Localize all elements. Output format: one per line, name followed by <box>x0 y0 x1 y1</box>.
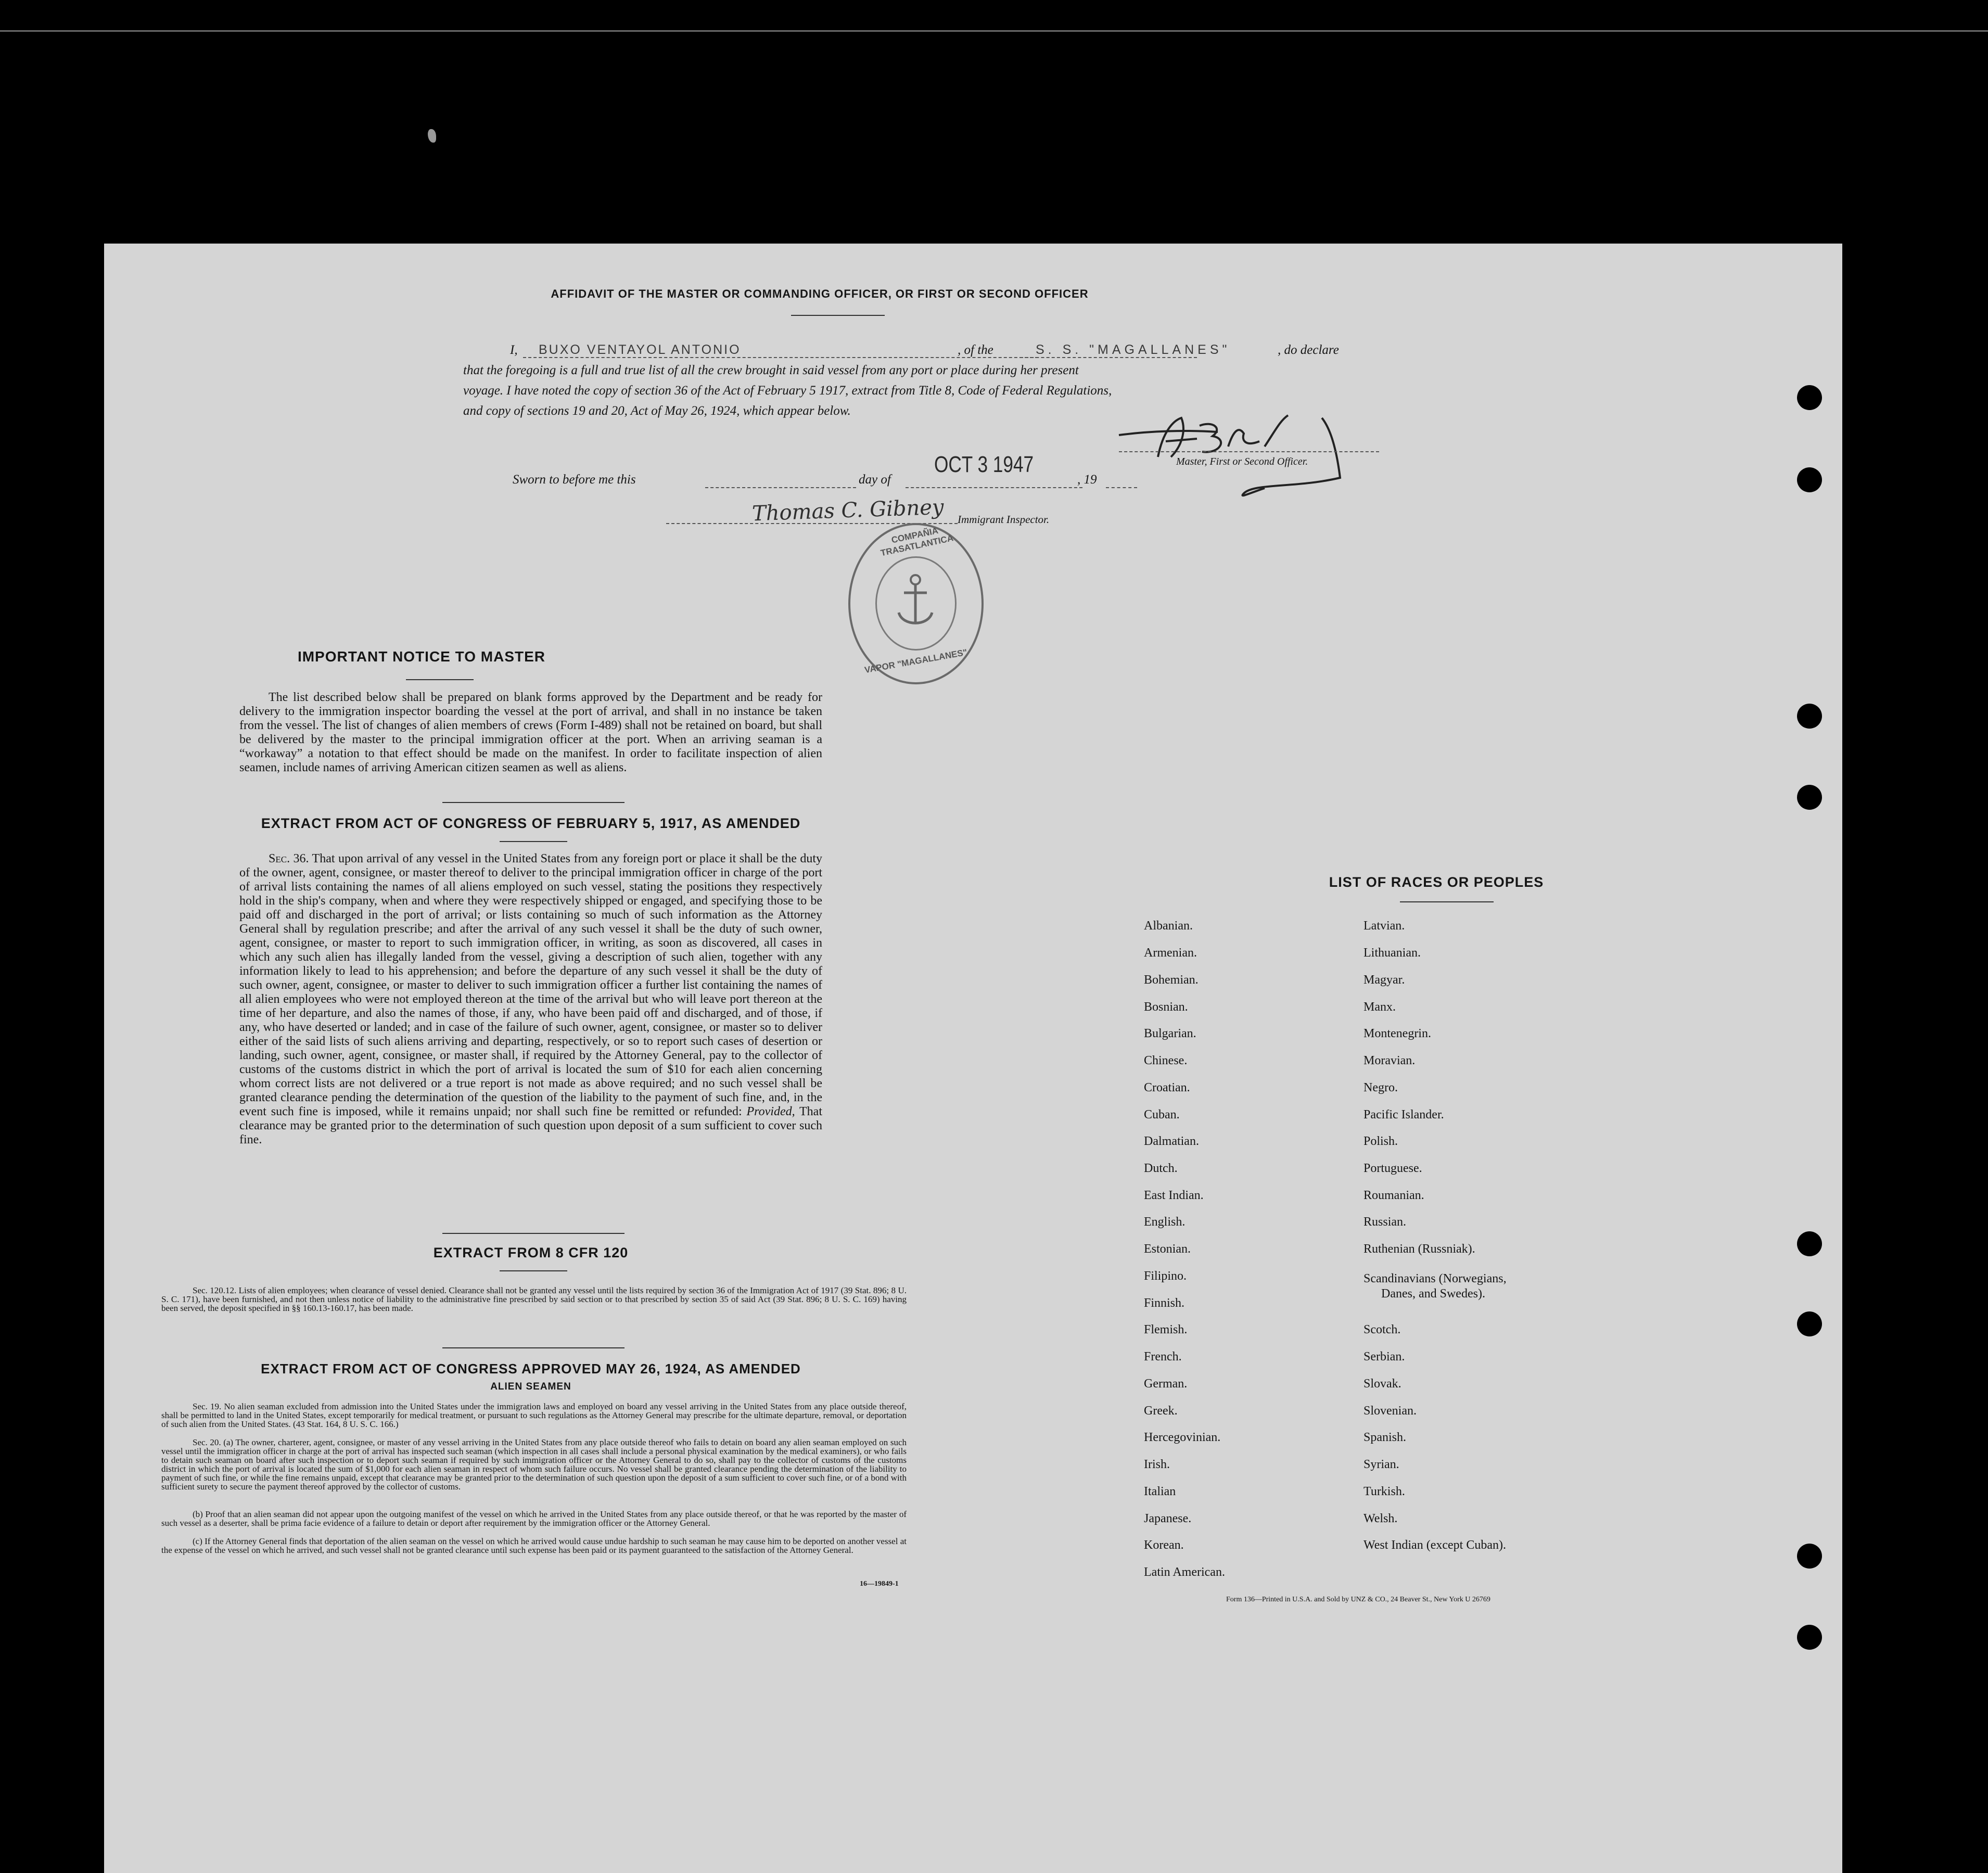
affidavit-i-label: I, <box>510 343 518 357</box>
extract-1924-title: EXTRACT FROM ACT OF CONGRESS APPROVED MAY 26, 1924, AS AMENDED <box>261 1361 801 1377</box>
notice-body: The list described below shall be prepared on blank forms approved by the Department and be ready for delivery to the immigration inspector boarding the vessel at the port of arrival, and shall in no instance be taken from the vessel. The list of changes of alien members of crews (Form I-489) shall not be retained on board, but shall be delivered by the master to the principal immigration officer at the port. When an arriving seaman is a “workaway” a notation to that effect should be made on the manifest. In order to facilitate inspection of alien seamen, include names of arriving American citizen seamen as well as aliens. <box>239 691 822 774</box>
race-right: Montenegrin. <box>1363 1027 1431 1040</box>
race-left: Filipino. <box>1144 1269 1187 1283</box>
race-right: Negro. <box>1363 1081 1398 1094</box>
divider <box>500 841 567 842</box>
divider <box>1400 901 1494 902</box>
race-right: Lithuanian. <box>1363 946 1421 960</box>
race-left: Korean. <box>1144 1538 1184 1552</box>
scan-top-edge-line <box>0 30 1988 32</box>
inspector-signature: Thomas C. Gibney <box>751 495 945 526</box>
divider <box>442 1233 625 1234</box>
race-right: Roumanian. <box>1363 1189 1424 1202</box>
race-right: Magyar. <box>1363 973 1405 987</box>
race-left: East Indian. <box>1144 1189 1204 1202</box>
sec-20a-text: Sec. 20. (a) The owner, charterer, agent, consignee, or master of any vessel arriving in the United States from any place outside thereof who fails to detain on board any alien seaman employed on such vessel until the immigration officer in charge at the port of arrival has inspected such seaman (which inspection in all cases shall include a personal physical examination by the medical examiners), or who fails to detain such seaman on board after such inspection or to deport such seaman if required by such immigration officer or the Attorney General to do so, shall pay to the collector of customs of the customs district in which the port of arrival is located the sum of $1,000 for each alien seaman in respect of whom such failure occurs. No vessel shall be granted clearance pending the determination of the liability to payment of such fine, or while the fine remains unpaid, except that clearance may be granted prior to the determination of such question upon the deposit of a sum sufficient to cover such fine, or of a bond with sufficient surety to secure the payment thereof approved by the collector of customs. <box>161 1437 907 1492</box>
form-code: 16—19849-1 <box>860 1580 899 1588</box>
race-right: Manx. <box>1363 1000 1396 1014</box>
race-right: Danes, and Swedes). <box>1381 1287 1485 1301</box>
race-right: Scotch. <box>1363 1323 1401 1336</box>
company-seal <box>848 523 984 684</box>
race-left: Japanese. <box>1144 1512 1192 1525</box>
race-left: Italian <box>1144 1485 1176 1498</box>
extract-1917-body <box>239 852 822 1147</box>
affidavit-line-4: and copy of sections 19 and 20, Act of May 26, 1924, which appear below. <box>463 404 851 418</box>
date-stamp: OCT 3 1947 <box>934 452 1034 477</box>
race-right: Latvian. <box>1363 919 1405 933</box>
divider <box>406 679 474 680</box>
inspector-caption: Immigrant Inspector. <box>958 513 1050 526</box>
race-left: Croatian. <box>1144 1081 1190 1094</box>
race-right: Welsh. <box>1363 1512 1398 1525</box>
punch-hole <box>1797 704 1822 729</box>
race-right: Polish. <box>1363 1135 1398 1148</box>
race-left: Latin American. <box>1144 1565 1225 1579</box>
master-name: BUXO VENTAYOL ANTONIO <box>539 342 741 357</box>
race-left: Chinese. <box>1144 1054 1188 1067</box>
cfr-title: EXTRACT FROM 8 CFR 120 <box>433 1245 629 1260</box>
race-right: West Indian (except Cuban). <box>1363 1538 1506 1552</box>
race-right: Syrian. <box>1363 1458 1399 1471</box>
race-right: Spanish. <box>1363 1431 1407 1444</box>
race-left: Dalmatian. <box>1144 1135 1199 1148</box>
punch-hole <box>1797 1231 1822 1256</box>
race-left: Bosnian. <box>1144 1000 1188 1014</box>
races-title: LIST OF RACES OR PEOPLES <box>1329 874 1544 890</box>
divider <box>500 1270 567 1271</box>
sworn-month-blank <box>906 487 1082 488</box>
race-left: Bohemian. <box>1144 973 1199 987</box>
race-right: Slovak. <box>1363 1377 1401 1391</box>
race-left: French. <box>1144 1350 1182 1364</box>
of-the-label: , of the <box>958 343 993 357</box>
race-right: Moravian. <box>1363 1054 1416 1067</box>
race-right: Russian. <box>1363 1215 1407 1229</box>
race-left: Hercegovinian. <box>1144 1431 1221 1444</box>
cfr-body: Sec. 120.12. Lists of alien employees; when clearance of vessel denied. Clearance shall not be granted any vessel until the lists required by section 36 of the Immigration Act of 1917 (39 Stat. 896; 8 U. S. C. 171), have been furnished, and not then unless notice of liability to the administrative fine prescribed by said section or to that prescribed by section 35 of said Act (39 Stat. 896; 8 U. S. C. 169) having been served, the deposit specified in §§ 160.13-160.17, has been made. <box>161 1285 907 1313</box>
race-right: Slovenian. <box>1363 1404 1417 1418</box>
seal-bottom-text: VAPOR "MAGALLANES" <box>863 647 968 676</box>
section-36-end: That clearance may be granted prior to the determination of such question upon deposit of a sum sufficient to cover such fine. <box>239 1105 822 1146</box>
race-left: Greek. <box>1144 1404 1178 1418</box>
document-page <box>104 244 1842 1873</box>
notice-title: IMPORTANT NOTICE TO MASTER <box>297 648 546 665</box>
seal-top-text: COMPAÑIA TRASATLANTICA <box>880 525 954 558</box>
race-left: Irish. <box>1144 1458 1170 1471</box>
punch-hole <box>1797 1544 1822 1569</box>
signature-caption: Master, First or Second Officer. <box>1176 456 1308 467</box>
punch-hole <box>1797 385 1822 410</box>
year-blank <box>1106 487 1137 488</box>
race-right: Scandinavians (Norwegians, <box>1363 1272 1507 1285</box>
divider <box>442 802 625 803</box>
race-right: Serbian. <box>1363 1350 1405 1364</box>
divider <box>791 315 885 316</box>
punch-hole <box>1797 1311 1822 1336</box>
section-36-label: Sec. 36. <box>269 852 309 865</box>
extract-1917-title: EXTRACT FROM ACT OF CONGRESS OF FEBRUARY 5, 1917, AS AMENDED <box>261 816 801 831</box>
race-left: Flemish. <box>1144 1323 1188 1336</box>
race-left: Albanian. <box>1144 919 1193 933</box>
affidavit-title: AFFIDAVIT OF THE MASTER OR COMMANDING OFFICER, OR FIRST OR SECOND OFFICER <box>551 287 1089 300</box>
affidavit-line-2: that the foregoing is a full and true list of all the crew brought in said vessel from any port or place during her present <box>463 363 1079 377</box>
punch-hole <box>1797 467 1822 492</box>
year-prefix: , 19 <box>1077 473 1097 487</box>
sec-20c-text: (c) If the Attorney General finds that deportation of the alien seaman on the vessel on which he arrived would cause undue hardship to such seaman he may cause him to be deported on another vessel at the expense of the vessel on which he arrived, and such vessel shall not be granted clearance until such expense has been paid or its payment guaranteed to the satisfaction of the Attorney General. <box>161 1536 907 1555</box>
punch-hole <box>1797 785 1822 810</box>
race-left: German. <box>1144 1377 1188 1391</box>
race-right: Ruthenian (Russniak). <box>1363 1242 1475 1256</box>
anchor-icon <box>895 572 936 634</box>
sworn-label: Sworn to before me this <box>513 473 636 487</box>
race-left: Bulgarian. <box>1144 1027 1196 1040</box>
scan-dust-mark <box>428 129 436 143</box>
provided-word: Provided, <box>746 1105 795 1118</box>
race-left: Estonian. <box>1144 1242 1191 1256</box>
race-left: English. <box>1144 1215 1186 1229</box>
day-of-label: day of <box>859 473 891 487</box>
sec-20b-text: (b) Proof that an alien seaman did not appear upon the outgoing manifest of the vessel on which he arrived in the United States from any place outside thereof, or that he was reported by the master of such vessel as a deserter, shall be prima facie evidence of a failure to detain or deport after requirement by the immigration officer or the Attorney General. <box>161 1509 907 1528</box>
race-left: Finnish. <box>1144 1296 1185 1310</box>
race-right: Turkish. <box>1363 1485 1405 1498</box>
sec-19-text: Sec. 19. No alien seaman excluded from admission into the United States under the immigration laws and employed on board any vessel arriving in the United States from any place outside thereof, shall be permitted to land in the United States, except temporarily for medical treatment, or pursuant to such regulations as the Attorney General may prescribe for the ultimate departure, removal, or deportation of such alien from the United States. (43 Stat. 164, 8 U. S. C. 166.) <box>161 1401 907 1429</box>
section-36-text: That upon arrival of any vessel in the United States from any foreign port or place it shall be the duty of the owner, agent, consignee, or master thereof to deliver to the principal immigration officer in charge of the port of arrival lists containing the names of all aliens employed on such vessel, stating the positions they respectively hold in the ship's company, when and where they were respectively shipped or engaged, and specifying those to be paid off and discharged in the port of arrival; or lists containing so much of such information as the Attorney General shall by regulation prescribe; and after the arrival of any such vessel it shall be the duty of such owner, agent, consignee, or master to report to such immigration officer, in writing, as soon as discovered, all cases in which any such alien has illegally landed from the vessel, giving a description of such alien, together with any information likely to lead to his apprehension; and before the departure of any such vessel it shall be the duty of such owner, agent, consignee, or master to deliver to such immigration officer a further list containing the names of all alien employees who were not employed thereon at the time of the arrival but who will leave port thereon at the time of her departure, and also the names of those, if any, who have been paid off and discharged, and of those, if any, who have deserted or landed; and in case of the failure of such owner, agent, consignee, or master so to deliver either of the said lists of such aliens arriving and departing, respectively, or so to report such cases of desertion or landing, such owner, agent, consignee, or master shall, if required by the Attorney General, pay to the collector of customs of the customs district in which the port of arrival is located the sum of $10 for each alien concerning whom correct lists are not delivered or a true report is not made as above required; and no such vessel shall be granted clearance pending the determination of the question of the liability to the payment of such fine, and, in the event such fine is imposed, while it remains unpaid; nor shall such fine be remitted or refunded: <box>239 852 822 1118</box>
sworn-day-blank <box>705 487 856 488</box>
race-right: Portuguese. <box>1363 1162 1422 1175</box>
do-declare-label: , do declare <box>1278 343 1339 357</box>
form-printer-note: Form 136—Printed in U.S.A. and Sold by UNZ & CO., 24 Beaver St., New York U 26769 <box>1226 1596 1490 1603</box>
race-left: Cuban. <box>1144 1108 1180 1122</box>
divider <box>442 1347 625 1348</box>
affidavit-line-3: voyage. I have noted the copy of section 36 of the Act of February 5 1917, extract from Title 8, Code of Federal Regulations, <box>463 384 1112 398</box>
race-left: Dutch. <box>1144 1162 1178 1175</box>
race-right: Pacific Islander. <box>1363 1108 1444 1122</box>
vessel-name: S. S. "MAGALLANES" <box>1036 342 1231 357</box>
signature-line <box>1119 451 1379 452</box>
punch-hole <box>1797 1625 1822 1650</box>
alien-seamen-subtitle: ALIEN SEAMEN <box>490 1381 571 1392</box>
race-left: Armenian. <box>1144 946 1197 960</box>
